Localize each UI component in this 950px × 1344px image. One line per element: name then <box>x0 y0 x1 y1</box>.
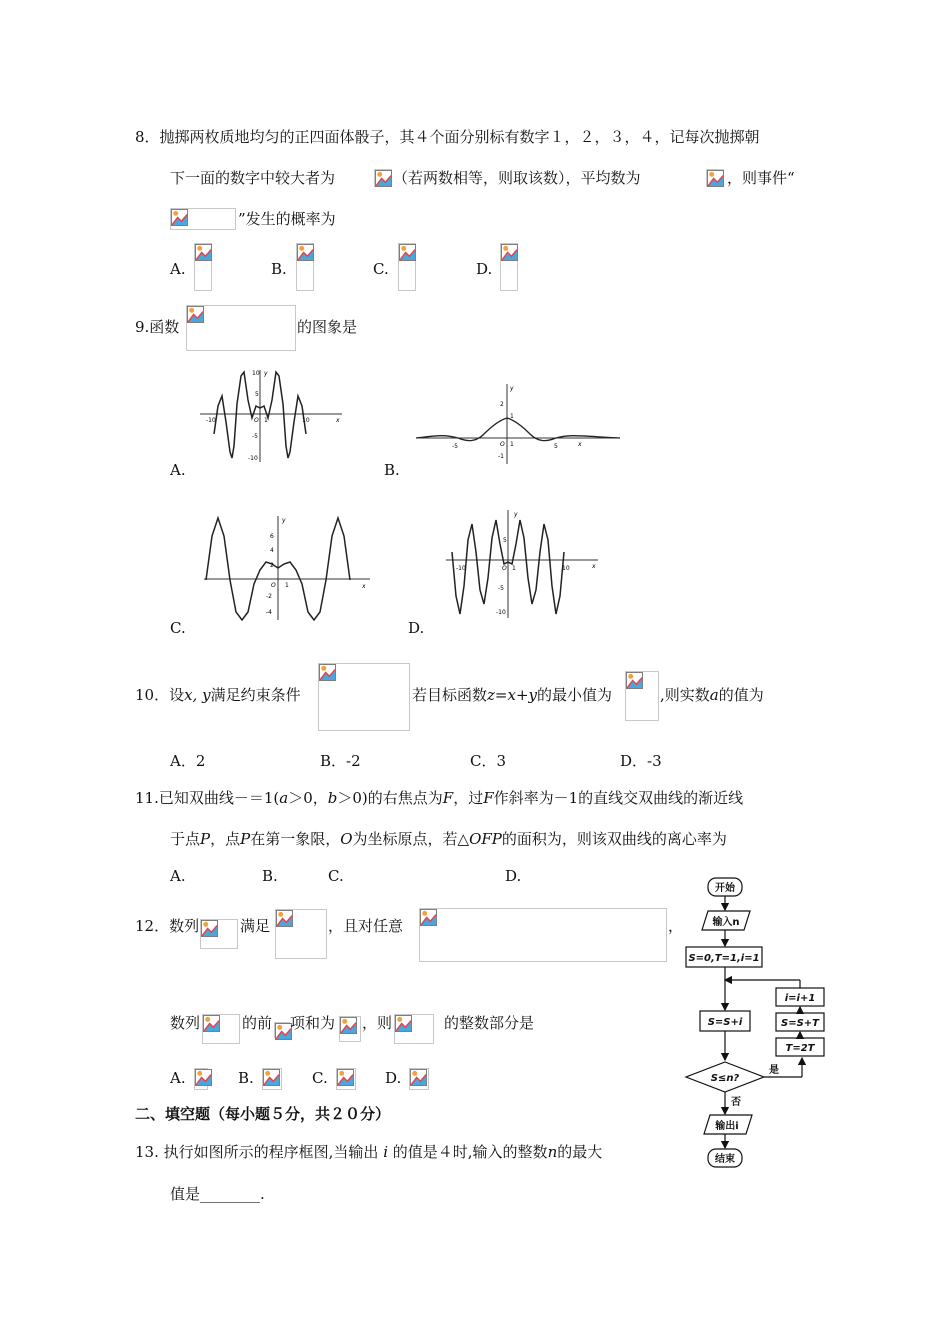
broken-image-icon <box>297 244 314 261</box>
q12-a3: ，且对任意 <box>328 917 404 935</box>
tick-label: -10 <box>456 565 466 572</box>
tick-label: 1 <box>512 565 516 572</box>
q10-option-b: B．-2 <box>320 752 361 770</box>
tick-label: 5 <box>255 391 259 398</box>
flow-condition-label: S≤n? <box>710 1073 740 1084</box>
q8-line2a: 下一面的数字中较大者为 <box>170 169 336 187</box>
broken-image-icon <box>626 672 643 689</box>
q12-b5: 的整数部分是 <box>444 1014 535 1032</box>
formula-image <box>194 1068 208 1090</box>
q10-line-b: 若目标函数z=x+y的最小值为 <box>412 686 613 704</box>
q10-line: 10．设x, y满足约束条件 <box>135 686 301 704</box>
flow-end-label: 结束 <box>715 1154 735 1165</box>
formula-image <box>409 1068 429 1090</box>
tick-label: -5 <box>498 585 504 592</box>
tick-label: 5 <box>554 443 558 450</box>
axis-label: x <box>336 417 340 424</box>
broken-image-icon <box>399 244 416 261</box>
origin-label: O <box>271 582 276 589</box>
flow-output-label: 输出i <box>715 1121 739 1132</box>
tick-label: 1 <box>264 417 268 424</box>
flow-s-add-t-label: S=S+T <box>781 1018 819 1029</box>
q8-line1: 8．抛掷两枚质地均匀的正四面体骰子，其４个面分别标有数字１，２，３，４，记每次抛掷朝 <box>135 128 760 146</box>
q12-b2: 的前 <box>242 1014 273 1032</box>
q11-option-b: B. <box>262 867 278 885</box>
q13-line2: 值是________. <box>170 1185 265 1203</box>
q10-line-c: ,则实数a的值为 <box>660 686 764 704</box>
broken-image-icon <box>707 170 724 187</box>
formula-image <box>262 1068 282 1090</box>
q8-option-c: C. <box>373 260 389 278</box>
formula-image <box>186 305 296 351</box>
broken-image-icon <box>171 209 188 226</box>
tick-label: -10 <box>496 609 506 616</box>
tick-label: 1 <box>285 582 289 589</box>
q11-line2: 于点P，点P在第一象限，O为坐标原点，若△OFP的面积为，则该双曲线的离心率为 <box>170 830 727 848</box>
tick-label: 5 <box>503 537 507 544</box>
q9-option-d: D. <box>408 619 425 637</box>
axis-label: x <box>578 441 582 448</box>
broken-image-icon <box>337 1069 354 1086</box>
axis-label: y <box>514 511 518 518</box>
q9-head: 9.函数 <box>135 318 180 336</box>
formula-image <box>296 243 314 291</box>
q9-option-b: B. <box>384 461 400 479</box>
graph-c <box>202 512 374 624</box>
q12-a1: 12．数列 <box>135 917 200 935</box>
q10-option-d: D．-3 <box>620 752 662 770</box>
q10-option-a: A．2 <box>170 752 206 770</box>
flow-init-label: S=0,T=1,i=1 <box>688 953 760 964</box>
q12-option-b: B. <box>238 1069 254 1087</box>
broken-image-icon <box>319 664 336 681</box>
flowchart <box>676 874 846 1172</box>
broken-image-icon <box>420 909 437 926</box>
q8-line3: ”发生的概率为 <box>238 210 336 228</box>
q11-option-a: A. <box>170 867 186 885</box>
q12-a2: 满足 <box>240 917 271 935</box>
flow-no-label: 否 <box>731 1097 741 1108</box>
tick-label: 6 <box>270 533 274 540</box>
tick-label: -10 <box>206 417 216 424</box>
axis-label: y <box>282 517 286 524</box>
flow-s-add-i-label: S=S+i <box>707 1017 743 1028</box>
formula-image <box>275 909 327 959</box>
q12-a4: ， <box>668 917 684 935</box>
broken-image-icon <box>340 1017 357 1034</box>
graph-b <box>414 382 624 466</box>
q11-option-d: D. <box>505 867 522 885</box>
broken-image-icon <box>395 1015 412 1032</box>
q8-option-b: B. <box>271 260 287 278</box>
q8-option-d: D. <box>476 260 493 278</box>
q10-option-c: C．3 <box>470 752 507 770</box>
q11-line1: 11.已知双曲线－＝1(a＞0，b＞0)的右焦点为F，过F作斜率为－1的直线交双曲线的渐近线 <box>135 789 744 807</box>
formula-image <box>419 908 667 962</box>
flow-yes-label: 是 <box>769 1065 779 1076</box>
flow-input-label: 输入n <box>712 917 740 928</box>
formula-image <box>318 663 410 731</box>
q12-b1: 数列 <box>170 1014 201 1032</box>
q9-tail: 的图象是 <box>297 318 358 336</box>
broken-image-icon <box>375 170 392 187</box>
tick-label: -10 <box>248 455 258 462</box>
flow-i-inc-label: i=i+1 <box>784 993 816 1004</box>
tick-label: 1 <box>510 413 514 420</box>
tick-label: -2 <box>266 593 272 600</box>
origin-label: O <box>254 417 259 424</box>
formula-image <box>170 208 236 230</box>
section-heading: 二、填空题（每小题５分，共２０分） <box>135 1105 391 1123</box>
tick-label: -5 <box>252 433 258 440</box>
formula-image <box>625 671 659 721</box>
formula-image <box>398 243 416 291</box>
flow-t-double-label: T=2T <box>785 1043 815 1054</box>
tick-label: -4 <box>266 609 272 616</box>
graph-a <box>196 366 348 466</box>
broken-image-icon <box>203 1015 220 1032</box>
axis-label: y <box>264 370 268 377</box>
broken-image-icon <box>195 244 212 261</box>
formula-image <box>200 919 238 949</box>
formula-image <box>194 243 212 291</box>
axis-label: x <box>592 563 596 570</box>
q12-b4: ，则 <box>362 1014 393 1032</box>
q8-line2b: （若两数相等，则取该数），平均数为 <box>393 169 641 187</box>
broken-image-icon <box>263 1069 280 1086</box>
tick-label: 4 <box>270 547 274 554</box>
formula-image <box>374 169 392 187</box>
tick-label: 2 <box>500 401 504 408</box>
tick-label: -5 <box>452 443 458 450</box>
q9-option-a: A. <box>170 461 186 479</box>
formula-image <box>339 1016 361 1042</box>
broken-image-icon <box>195 1069 212 1086</box>
tick-label: 1 <box>510 441 514 448</box>
flow-start-label: 开始 <box>715 883 735 894</box>
axis-label: y <box>510 385 514 392</box>
broken-image-icon <box>501 244 518 261</box>
q8-line2c: ，则事件“ <box>727 169 795 187</box>
q8-option-a: A. <box>170 260 186 278</box>
q12-option-a: A. <box>170 1069 186 1087</box>
axis-label: x <box>362 583 366 590</box>
formula-image <box>202 1014 240 1044</box>
tick-label: 10 <box>302 417 310 424</box>
q13-line1: 13. 执行如图所示的程序框图,当输出 i 的值是４时,输入的整数n的最大 <box>135 1143 603 1161</box>
q11-option-c: C. <box>328 867 344 885</box>
tick-label: -1 <box>498 453 504 460</box>
formula-image <box>706 169 724 187</box>
formula-image <box>500 243 518 291</box>
formula-image <box>274 1022 290 1038</box>
broken-image-icon <box>187 306 204 323</box>
origin-label: O <box>502 565 507 572</box>
tick-label: 2 <box>270 562 274 569</box>
broken-image-icon <box>201 920 218 937</box>
q12-option-c: C. <box>312 1069 328 1087</box>
formula-image <box>336 1068 356 1090</box>
origin-label: O <box>500 441 505 448</box>
graph-d <box>444 508 602 620</box>
q12-b3: 项和为 <box>290 1014 336 1032</box>
q12-option-d: D. <box>385 1069 402 1087</box>
formula-image <box>394 1014 434 1044</box>
tick-label: 10 <box>252 370 260 377</box>
broken-image-icon <box>410 1069 427 1086</box>
q9-option-c: C. <box>170 619 186 637</box>
tick-label: 10 <box>562 565 570 572</box>
broken-image-icon <box>276 910 293 927</box>
